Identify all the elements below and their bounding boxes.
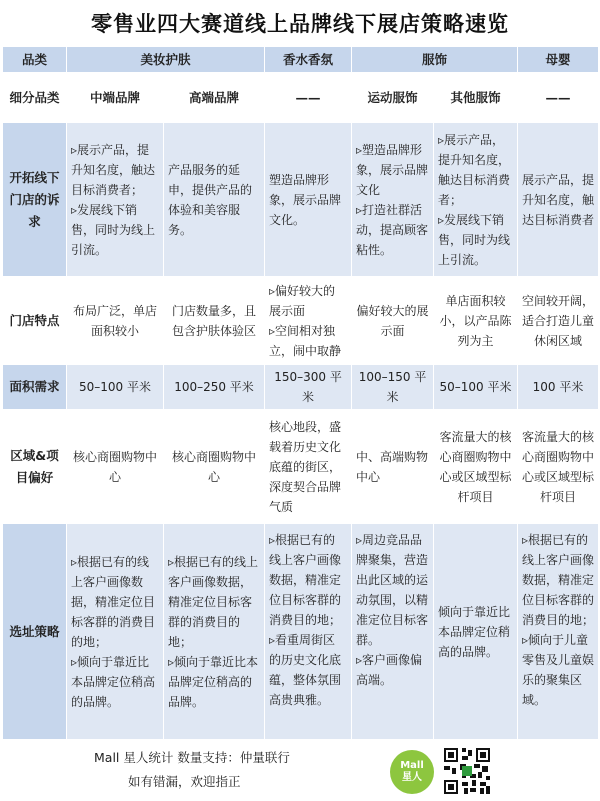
credit-line-2: 如有错漏，欢迎指正 [128, 774, 241, 789]
cell-site-baby: ▹根据已有的线上客户画像数据，精准定位目标客群的消费目的地； ▹倾向于儿童零售及儿童娱乐的聚集区域。 [518, 524, 599, 740]
footer [0, 742, 600, 801]
header-apparel: 服饰 [352, 47, 518, 73]
cell-site-sports: ▹周边竞品品牌聚集，营造出此区域的运动氛围，以精准定位目标客群。 ▹客户画像偏高端。 [352, 524, 434, 740]
subheader-sports: 运动服饰 [352, 73, 434, 123]
qr-code-icon [442, 746, 492, 796]
cell-area-beauty-high: 100–250 平米 [164, 365, 265, 410]
subheader-baby: —— [518, 73, 599, 123]
cell-features-other: 单店面积较小，以产品陈列为主 [434, 277, 518, 365]
logo-top-text: Mall [400, 760, 424, 771]
cell-appeal-beauty-high: 产品服务的延申，提供产品的体验和美容服务。 [164, 123, 265, 277]
cell-features-beauty-high: 门店数量多，且包含护肤体验区 [164, 277, 265, 365]
cell-area-fragrance: 150–300 平米 [265, 365, 352, 410]
cell-area-other: 50–100 平米 [434, 365, 518, 410]
subheader-beauty-high: 高端品牌 [164, 73, 265, 123]
cell-area-beauty-mid: 50–100 平米 [67, 365, 164, 410]
logo-bottom-text: 星人 [402, 772, 422, 783]
cell-site-beauty-mid: ▹根据已有的线上客户画像数据，精准定位目标客群的消费目的地； ▹倾向于靠近比本品牌定位稍高的品牌。 [67, 524, 164, 740]
header-category-label: 品类 [3, 47, 67, 73]
header-beauty: 美妆护肤 [67, 47, 265, 73]
cell-area-sports: 100–150 平米 [352, 365, 434, 410]
cell-area-baby: 100 平米 [518, 365, 599, 410]
cell-features-beauty-mid: 布局广泛，单店面积较小 [67, 277, 164, 365]
cell-site-beauty-high: ▹根据已有的线上客户画像数据，精准定位目标客群的消费目的地； ▹倾向于靠近比本品牌定位稍高的品牌。 [164, 524, 265, 740]
cell-region-baby: 客流量大的核心商圈购物中心或区域型标杆项目 [518, 410, 599, 524]
header-row [3, 47, 599, 73]
cell-appeal-beauty-mid: ▹展示产品，提升知名度，触达目标消费者； ▹发展线下销售，同时为线上引流。 [67, 123, 164, 277]
cell-appeal-sports: ▹塑造品牌形象，展示品牌文化 ▹打造社群活动，提高顾客粘性。 [352, 123, 434, 277]
cell-site-other: 倾向于靠近比本品牌定位稍高的品牌。 [434, 524, 518, 740]
row-label-site: 选址策略 [3, 524, 67, 740]
subheader-row [3, 73, 599, 123]
cell-region-other: 客流量大的核心商圈购物中心或区域型标杆项目 [434, 410, 518, 524]
row-label-region: 区域&项目偏好 [3, 410, 67, 524]
cell-region-beauty-mid: 核心商圈购物中心 [67, 410, 164, 524]
mall-logo [390, 750, 434, 794]
row-label-features: 门店特点 [3, 277, 67, 365]
header-fragrance: 香水香氛 [265, 47, 352, 73]
subheader-label: 细分品类 [3, 73, 67, 123]
cell-region-beauty-high: 核心商圈购物中心 [164, 410, 265, 524]
subheader-other: 其他服饰 [434, 73, 518, 123]
cell-region-sports: 中、高端购物中心 [352, 410, 434, 524]
cell-appeal-fragrance: 塑造品牌形象，展示品牌文化。 [265, 123, 352, 277]
cell-appeal-other: ▹展示产品，提升知名度，触达目标消费者； ▹发展线下销售，同时为线上引流。 [434, 123, 518, 277]
subheader-beauty-mid: 中端品牌 [67, 73, 164, 123]
credit-line-1: Mall 星人统计 数量支持：仲量联行 [94, 750, 290, 765]
header-baby: 母婴 [518, 47, 599, 73]
row-features [3, 277, 599, 365]
strategy-table [2, 46, 599, 740]
row-label-area: 面积需求 [3, 365, 67, 410]
cell-features-sports: 偏好较大的展示面 [352, 277, 434, 365]
page-title: 零售业四大赛道线上品牌线下展店策略速览 [91, 12, 509, 36]
cell-site-fragrance: ▹根据已有的线上客户画像数据，精准定位目标客群的消费目的地； ▹看重周街区的历史文化底蕴，整体氛围高贵典雅。 [265, 524, 352, 740]
cell-features-fragrance: ▹偏好较大的展示面 ▹空间相对独立，闹中取静 [265, 277, 352, 365]
cell-region-fragrance: 核心地段，盛载着历史文化底蕴的街区，深度契合品牌气质 [265, 410, 352, 524]
row-area [3, 365, 599, 410]
row-site [3, 524, 599, 740]
cell-appeal-baby: 展示产品，提升知名度，触达目标消费者 [518, 123, 599, 277]
cell-features-baby: 空间较开阔，适合打造儿童休闲区域 [518, 277, 599, 365]
subheader-fragrance: —— [265, 73, 352, 123]
row-appeal [3, 123, 599, 277]
row-label-appeal: 开拓线下门店的诉求 [3, 123, 67, 277]
row-region [3, 410, 599, 524]
